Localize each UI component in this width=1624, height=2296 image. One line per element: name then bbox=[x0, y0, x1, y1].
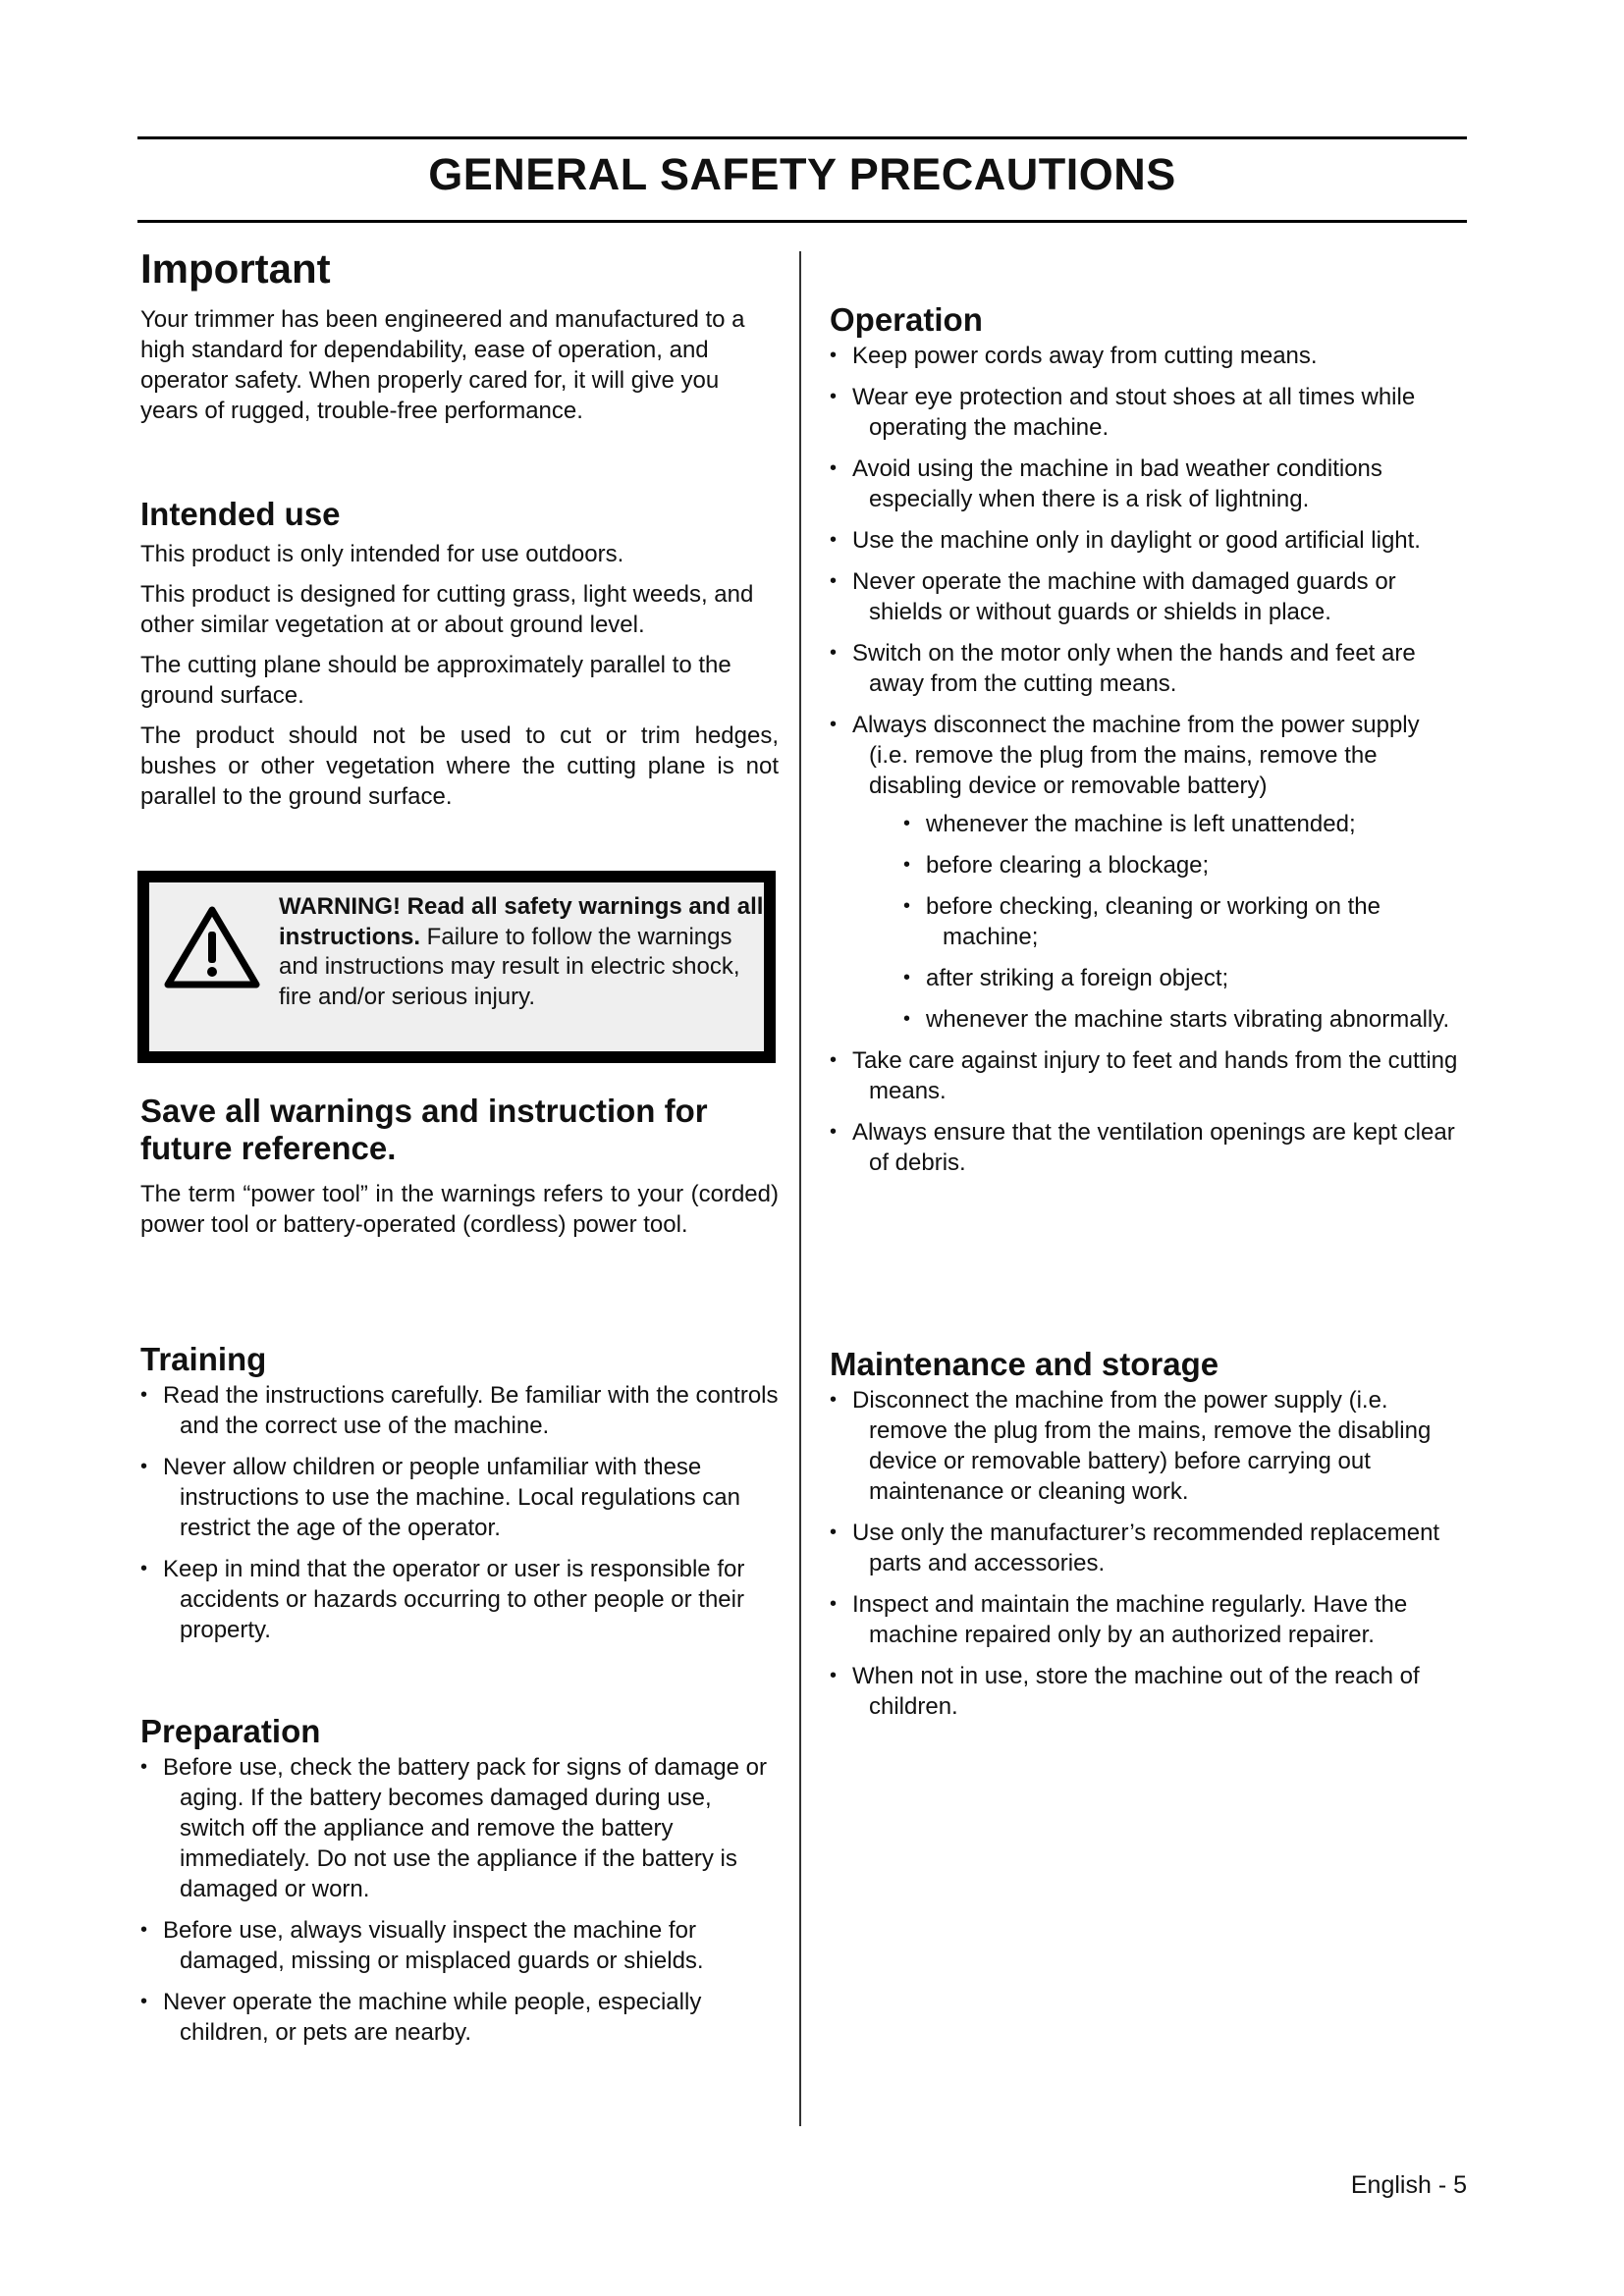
sub-list-item: • whenever the machine is left unattended; bbox=[903, 809, 1458, 839]
intended-use-paragraph: The cutting plane should be approximately parallel to the ground surface. bbox=[140, 652, 731, 709]
important-heading: Important bbox=[140, 245, 331, 292]
list-item: • Inspect and maintain the machine regularly. Have the machine repaired only by an authorized repairer. bbox=[830, 1589, 1458, 1650]
important-section bbox=[140, 245, 779, 436]
intended-use-section bbox=[140, 496, 779, 822]
operation-heading: Operation bbox=[830, 301, 983, 338]
list-item: • Keep in mind that the operator or user is responsible for accidents or hazards occurring to other people or their property. bbox=[140, 1554, 779, 1645]
list-item: • Read the instructions carefully. Be familiar with the controls and the correct use of the machine. bbox=[140, 1380, 779, 1441]
list-item: • Use the machine only in daylight or good artificial light. bbox=[830, 525, 1458, 556]
page-title: GENERAL SAFETY PRECAUTIONS bbox=[428, 149, 1176, 199]
sub-list-item: • before clearing a blockage; bbox=[903, 850, 1458, 881]
page-number: 5 bbox=[1453, 2171, 1467, 2199]
list-item: • Wear eye protection and stout shoes at all times while operating the machine. bbox=[830, 382, 1458, 443]
list-item bbox=[830, 710, 1458, 1035]
top-rule bbox=[137, 136, 1467, 139]
language-label: English - bbox=[1350, 2171, 1454, 2199]
list-item: • Disconnect the machine from the power supply (i.e. remove the plug from the mains, remove the disabling device or removable battery) before carrying out maintenance or cleaning work. bbox=[830, 1385, 1458, 1507]
intended-use-heading: Intended use bbox=[140, 496, 341, 532]
list-item-text: Always disconnect the machine from the power supply (i.e. remove the plug from the mains, remove the disabling device or removable battery) bbox=[852, 712, 1420, 799]
intended-use-paragraph: This product is only intended for use outdoors. bbox=[140, 541, 624, 567]
save-section bbox=[140, 1093, 779, 1250]
list-item: • Before use, always visually inspect the machine for damaged, missing or misplaced guards or shields. bbox=[140, 1915, 779, 1976]
warning-body: Failure to follow the warnings and instructions may result in electric shock, fire and/or serious injury. bbox=[279, 923, 740, 1010]
page-footer bbox=[1351, 2171, 1467, 2200]
warning-text bbox=[279, 892, 770, 1012]
list-item: • Never operate the machine with damaged guards or shields or without guards or shields in place. bbox=[830, 566, 1458, 627]
list-item: • When not in use, store the machine out of the reach of children. bbox=[830, 1661, 1458, 1722]
list-item: • Avoid using the machine in bad weather conditions especially when there is a risk of lightning. bbox=[830, 454, 1458, 514]
intended-use-paragraph: The product should not be used to cut or trim hedges, bushes or other vegetation where the cutting plane is not parallel to the ground surface. bbox=[140, 722, 779, 810]
important-text: Your trimmer has been engineered and manufactured to a high standard for dependability, ease of operation, and operator safety. When properly cared for, it will give you years of rugged, trouble-free performance. bbox=[140, 306, 745, 424]
intended-use-paragraph: This product is designed for cutting grass, light weeds, and other similar vegetation at or about ground level. bbox=[140, 581, 754, 638]
column-divider bbox=[799, 251, 801, 2126]
preparation-section bbox=[140, 1713, 779, 2058]
list-item: • Switch on the motor only when the hands and feet are away from the cutting means. bbox=[830, 638, 1458, 699]
preparation-heading: Preparation bbox=[140, 1713, 321, 1749]
training-section bbox=[140, 1341, 779, 1656]
save-text: The term “power tool” in the warnings refers to your (corded) power tool or battery-operated (cordless) power tool. bbox=[140, 1181, 779, 1238]
list-item: • Before use, check the battery pack for signs of damage or aging. If the battery becomes damaged during use, switch off the appliance and remove the battery immediately. Do not use the appliance if the battery is damaged or worn. bbox=[140, 1752, 779, 1904]
maintenance-heading: Maintenance and storage bbox=[830, 1346, 1219, 1382]
list-item: • Always ensure that the ventilation openings are kept clear of debris. bbox=[830, 1117, 1458, 1178]
list-item: • Keep power cords away from cutting means. bbox=[830, 341, 1458, 371]
sub-list-item: • whenever the machine starts vibrating abnormally. bbox=[903, 1004, 1458, 1035]
list-item: • Never allow children or people unfamiliar with these instructions to use the machine. Local regulations can restrict the age of the operator. bbox=[140, 1452, 779, 1543]
list-item: • Use only the manufacturer’s recommended replacement parts and accessories. bbox=[830, 1518, 1458, 1578]
list-item: • Never operate the machine while people, especially children, or pets are nearby. bbox=[140, 1987, 779, 2048]
list-item: • Take care against injury to feet and hands from the cutting means. bbox=[830, 1045, 1458, 1106]
save-heading: Save all warnings and instruction for future reference. bbox=[140, 1093, 708, 1166]
sub-list-item: • after striking a foreign object; bbox=[903, 963, 1458, 993]
warning-triangle-icon bbox=[163, 904, 261, 992]
operation-section bbox=[830, 301, 1458, 1189]
warning-box bbox=[137, 871, 776, 1063]
warning-bold: WARNING! Read all safety warnings and all instructions. bbox=[279, 893, 764, 950]
sub-list-item: • before checking, cleaning or working on the machine; bbox=[903, 891, 1458, 952]
maintenance-section bbox=[830, 1346, 1458, 1733]
title-bottom-rule bbox=[137, 220, 1467, 223]
training-heading: Training bbox=[140, 1341, 267, 1377]
